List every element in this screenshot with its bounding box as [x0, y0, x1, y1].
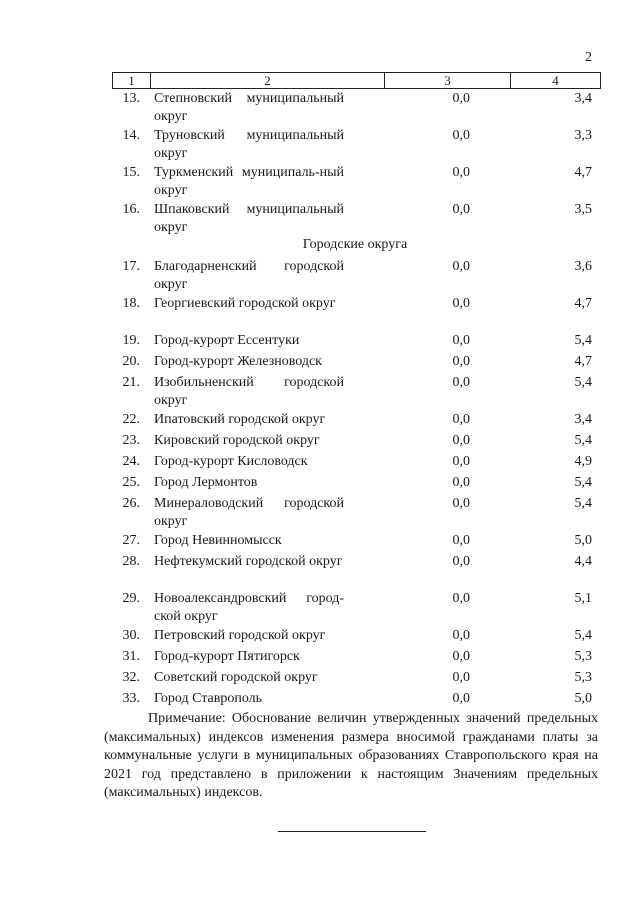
row-number: 22.	[122, 412, 140, 427]
row-municipality-name: Петровский городской округ	[154, 628, 326, 643]
row-value-column-3: 0,0	[452, 649, 470, 664]
row-value-column-3: 0,0	[452, 591, 470, 606]
row-value-column-3: 0,0	[452, 202, 470, 217]
row-value-column-3: 0,0	[452, 554, 470, 569]
row-value-column-3: 0,0	[452, 533, 470, 548]
row-value-column-4: 4,7	[574, 165, 592, 180]
row-value-column-3: 0,0	[452, 128, 470, 143]
row-number: 20.	[122, 354, 140, 369]
row-value-column-4: 3,4	[574, 91, 592, 106]
row-municipality-name: Туркменский муниципаль-ный округ	[154, 165, 344, 198]
row-value-column-3: 0,0	[452, 333, 470, 348]
column-header-4: 4	[511, 73, 601, 89]
column-header-2: 2	[151, 73, 385, 89]
row-municipality-name: Город Ставрополь	[154, 691, 263, 706]
row-number: 29.	[122, 591, 140, 606]
row-number: 31.	[122, 649, 140, 664]
row-number: 21.	[122, 375, 140, 390]
row-value-column-3: 0,0	[452, 375, 470, 390]
row-value-column-3: 0,0	[452, 670, 470, 685]
row-municipality-name: Новоалександровский город-ской округ	[154, 591, 344, 624]
row-municipality-name: Степновский муниципальный округ	[154, 91, 344, 124]
row-number: 25.	[122, 475, 140, 490]
row-municipality-name: Город-курорт Кисловодск	[154, 454, 308, 469]
row-number: 18.	[122, 296, 140, 311]
row-value-column-4: 3,6	[574, 259, 592, 274]
column-header-3: 3	[385, 73, 511, 89]
row-municipality-name: Город Невинномысск	[154, 533, 282, 548]
row-municipality-name: Георгиевский городской округ	[154, 296, 336, 311]
row-municipality-name: Шпаковский муниципальный округ	[154, 202, 344, 235]
row-number: 33.	[122, 691, 140, 706]
row-value-column-3: 0,0	[452, 691, 470, 706]
row-value-column-4: 3,3	[574, 128, 592, 143]
page-number: 2	[585, 50, 592, 65]
row-number: 13.	[122, 91, 140, 106]
column-header-table	[112, 72, 601, 89]
row-value-column-3: 0,0	[452, 454, 470, 469]
row-value-column-3: 0,0	[452, 354, 470, 369]
row-value-column-4: 5,4	[574, 433, 592, 448]
note-paragraph: Примечание: Обоснование величин утвержденных значений предельных (максимальных) индексов изменения размера вносимой гражданами платы за коммунальные услуги в муниципальных образованиях Ставропольского края на 2021 год представлено в приложении к настоящим Значениям предельных (максимальных) индексов.	[104, 711, 598, 800]
row-municipality-name: Город-курорт Железноводск	[154, 354, 322, 369]
row-value-column-4: 4,9	[574, 454, 592, 469]
row-value-column-4: 5,1	[574, 591, 592, 606]
row-value-column-4: 4,7	[574, 354, 592, 369]
row-value-column-3: 0,0	[452, 412, 470, 427]
section-title: Городские округа	[302, 237, 408, 252]
row-value-column-3: 0,0	[452, 433, 470, 448]
row-number: 14.	[122, 128, 140, 143]
row-value-column-3: 0,0	[452, 296, 470, 311]
row-municipality-name: Советский городской округ	[154, 670, 318, 685]
row-value-column-4: 5,3	[574, 670, 592, 685]
row-value-column-4: 5,3	[574, 649, 592, 664]
row-municipality-name: Город Лермонтов	[154, 475, 258, 490]
row-value-column-3: 0,0	[452, 475, 470, 490]
row-number: 30.	[122, 628, 140, 643]
row-value-column-4: 4,4	[574, 554, 592, 569]
row-municipality-name: Труновский муниципальный округ	[154, 128, 344, 161]
row-number: 17.	[122, 259, 140, 274]
row-municipality-name: Город-курорт Ессентуки	[154, 333, 300, 348]
row-number: 16.	[122, 202, 140, 217]
row-value-column-3: 0,0	[452, 259, 470, 274]
row-municipality-name: Ипатовский городской округ	[154, 412, 326, 427]
row-number: 28.	[122, 554, 140, 569]
row-number: 27.	[122, 533, 140, 548]
row-value-column-4: 3,5	[574, 202, 592, 217]
row-value-column-4: 5,4	[574, 496, 592, 511]
row-number: 23.	[122, 433, 140, 448]
row-value-column-3: 0,0	[452, 628, 470, 643]
row-value-column-4: 5,4	[574, 333, 592, 348]
row-value-column-4: 4,7	[574, 296, 592, 311]
row-value-column-3: 0,0	[452, 496, 470, 511]
row-number: 32.	[122, 670, 140, 685]
row-municipality-name: Нефтекумский городской округ	[154, 554, 343, 569]
row-number: 15.	[122, 165, 140, 180]
row-value-column-4: 5,4	[574, 475, 592, 490]
row-municipality-name: Благодарненский городской округ	[154, 259, 344, 292]
row-value-column-3: 0,0	[452, 165, 470, 180]
row-value-column-4: 5,4	[574, 375, 592, 390]
row-value-column-4: 5,0	[574, 691, 592, 706]
column-header-1: 1	[113, 73, 151, 89]
row-number: 24.	[122, 454, 140, 469]
row-value-column-4: 5,4	[574, 628, 592, 643]
row-municipality-name: Изобильненский городской округ	[154, 375, 344, 408]
closing-rule	[278, 831, 426, 832]
row-municipality-name: Город-курорт Пятигорск	[154, 649, 300, 664]
row-value-column-4: 3,4	[574, 412, 592, 427]
row-number: 19.	[122, 333, 140, 348]
row-municipality-name: Кировский городской округ	[154, 433, 320, 448]
row-value-column-4: 5,0	[574, 533, 592, 548]
row-number: 26.	[122, 496, 140, 511]
row-municipality-name: Минераловодский городской округ	[154, 496, 344, 529]
row-value-column-3: 0,0	[452, 91, 470, 106]
